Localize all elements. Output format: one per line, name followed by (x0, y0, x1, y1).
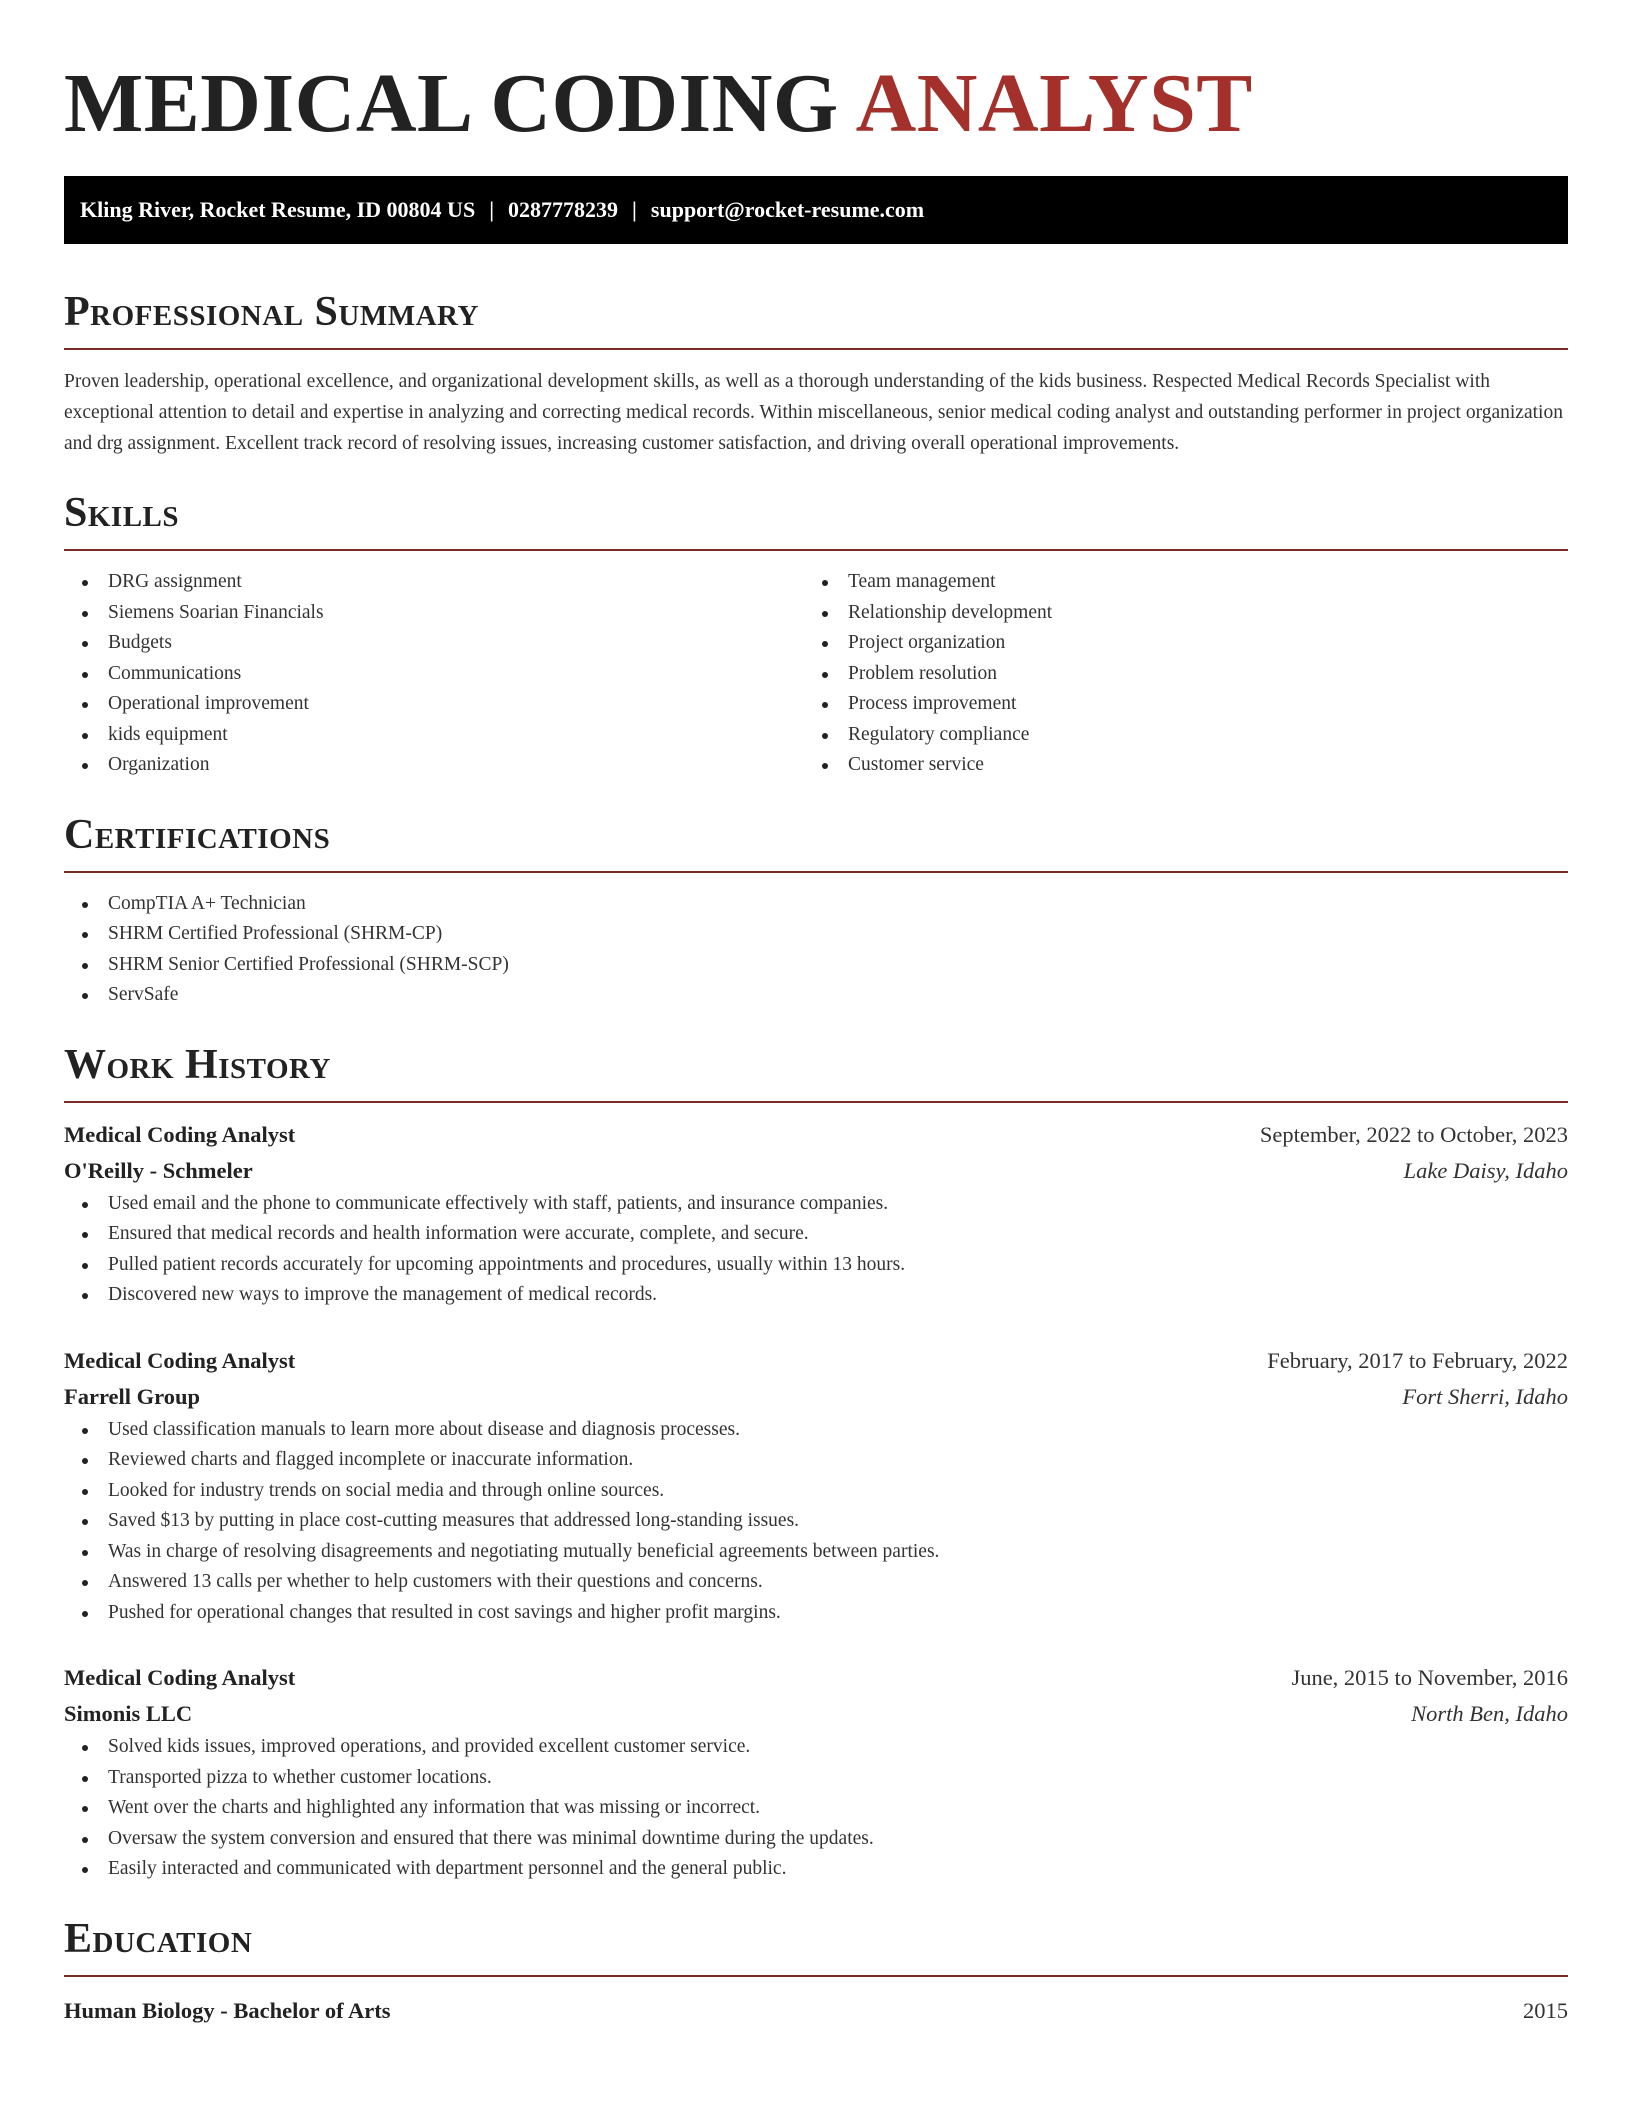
skill-item: Relationship development (804, 598, 1544, 629)
job-bullet: Saved $13 by putting in place cost-cutting measures that addressed long-standing issues. (64, 1506, 1568, 1537)
work-history-section (64, 1039, 1568, 1885)
skill-item: Customer service (804, 750, 1544, 781)
job-bullets (64, 1732, 1568, 1885)
contact-phone[interactable]: 0287778239 (508, 197, 619, 222)
summary-heading: Professional Summary (64, 289, 479, 335)
skill-item: kids equipment (64, 720, 804, 751)
education-section (64, 1913, 1568, 2029)
job-bullet: Easily interacted and communicated with department personnel and the general public. (64, 1854, 1568, 1885)
skill-item: Organization (64, 750, 804, 781)
job-header (64, 1117, 1568, 1153)
skills-grid (64, 567, 1568, 781)
skill-item: DRG assignment (64, 567, 804, 598)
summary-section (64, 286, 1568, 459)
section-divider (64, 1101, 1568, 1103)
job-bullet: Oversaw the system conversion and ensured that there was minimal downtime during the updates. (64, 1824, 1568, 1855)
job-bullet: Looked for industry trends on social media and through online sources. (64, 1476, 1568, 1507)
job-entry (64, 1343, 1568, 1629)
skill-item: Budgets (64, 628, 804, 659)
job-location: Lake Daisy, Idaho (1403, 1157, 1568, 1183)
summary-text: Proven leadership, operational excellence, and organizational development skills, as well as a thorough understanding of the kids business. Respected Medical Records Specialist with exceptional attention to detail and expertise in analyzing and correcting medical records. Within miscellaneous, senior medical coding analyst and outstanding performer in project organization and drg assignment. Excellent track record of resolving issues, increasing customer satisfaction, and driving overall operational improvements. (64, 371, 1563, 454)
job-dates: June, 2015 to November, 2016 (1291, 1665, 1568, 1690)
section-divider (64, 1975, 1568, 1977)
certifications-list (64, 889, 1568, 1011)
job-title: Medical Coding Analyst (64, 1347, 296, 1373)
job-bullet: Ensured that medical records and health information were accurate, complete, and secure. (64, 1219, 1568, 1250)
certification-item: ServSafe (64, 980, 1568, 1011)
job-bullet: Transported pizza to whether customer locations. (64, 1763, 1568, 1794)
skill-item: Siemens Soarian Financials (64, 598, 804, 629)
section-divider (64, 549, 1568, 551)
skills-section (64, 487, 1568, 781)
section-divider (64, 348, 1568, 350)
contact-separator: | (489, 197, 495, 222)
job-location: Fort Sherri, Idaho (1402, 1383, 1568, 1409)
title-accent: ANALYST (855, 57, 1253, 150)
job-company: Simonis LLC (64, 1701, 193, 1726)
certifications-section (64, 809, 1568, 1011)
job-title: Medical Coding Analyst (64, 1121, 296, 1147)
job-bullet: Solved kids issues, improved operations, and provided excellent customer service. (64, 1732, 1568, 1763)
job-dates: February, 2017 to February, 2022 (1267, 1347, 1568, 1373)
job-subheader (64, 1379, 1568, 1415)
skill-item: Operational improvement (64, 689, 804, 720)
education-degree: Human Biology - Bachelor of Arts (64, 1997, 391, 2023)
job-bullet: Went over the charts and highlighted any information that was missing or incorrect. (64, 1793, 1568, 1824)
skill-item: Regulatory compliance (804, 720, 1544, 751)
job-header (64, 1343, 1568, 1379)
title-main: MEDICAL CODING (64, 57, 839, 150)
certification-item: SHRM Certified Professional (SHRM-CP) (64, 919, 1568, 950)
job-subheader (64, 1153, 1568, 1189)
section-divider (64, 871, 1568, 873)
job-bullet: Was in charge of resolving disagreements and negotiating mutually beneficial agreements between parties. (64, 1537, 1568, 1568)
skill-item: Process improvement (804, 689, 1544, 720)
contact-email[interactable]: support@rocket-resume.com (650, 197, 925, 222)
job-bullet: Reviewed charts and flagged incomplete or inaccurate information. (64, 1445, 1568, 1476)
job-bullet: Used classification manuals to learn more about disease and diagnosis processes. (64, 1415, 1568, 1446)
education-heading: Education (64, 1915, 253, 1962)
job-subheader (64, 1696, 1568, 1732)
resume-page (64, 0, 1568, 2029)
job-company: Farrell Group (64, 1383, 201, 1409)
job-bullets (64, 1415, 1568, 1629)
job-bullet: Answered 13 calls per whether to help customers with their questions and concerns. (64, 1567, 1568, 1598)
skills-list-right (804, 567, 1544, 781)
job-bullet: Pushed for operational changes that resulted in cost savings and higher profit margins. (64, 1598, 1568, 1629)
job-location: North Ben, Idaho (1411, 1701, 1568, 1726)
skill-item: Project organization (804, 628, 1544, 659)
skills-heading: Skills (64, 490, 180, 536)
job-bullet: Used email and the phone to communicate effectively with staff, patients, and insurance companies. (64, 1189, 1568, 1220)
skill-item: Communications (64, 659, 804, 690)
certification-item: CompTIA A+ Technician (64, 889, 1568, 920)
contact-bar (64, 176, 1568, 244)
job-bullet: Pulled patient records accurately for upcoming appointments and procedures, usually within 13 hours. (64, 1250, 1568, 1281)
job-bullet: Discovered new ways to improve the management of medical records. (64, 1280, 1568, 1311)
job-dates: September, 2022 to October, 2023 (1259, 1121, 1568, 1147)
job-entry (64, 1660, 1568, 1885)
job-entry (64, 1117, 1568, 1311)
education-entry (64, 1993, 1568, 2029)
skill-item: Problem resolution (804, 659, 1544, 690)
job-title: Medical Coding Analyst (64, 1665, 296, 1690)
page-title (64, 0, 1568, 154)
contact-address: Kling River, Rocket Resume, ID 00804 US (80, 197, 476, 222)
certification-item: SHRM Senior Certified Professional (SHRM-SCP) (64, 950, 1568, 981)
job-header (64, 1660, 1568, 1696)
work-history-heading: Work History (64, 1041, 331, 1088)
job-company: O'Reilly - Schmeler (64, 1157, 253, 1183)
job-bullets (64, 1189, 1568, 1311)
skills-list-left (64, 567, 804, 781)
education-year: 2015 (1523, 1997, 1568, 2023)
certifications-heading: Certifications (64, 811, 331, 858)
skill-item: Team management (804, 567, 1544, 598)
contact-separator: | (632, 197, 637, 222)
